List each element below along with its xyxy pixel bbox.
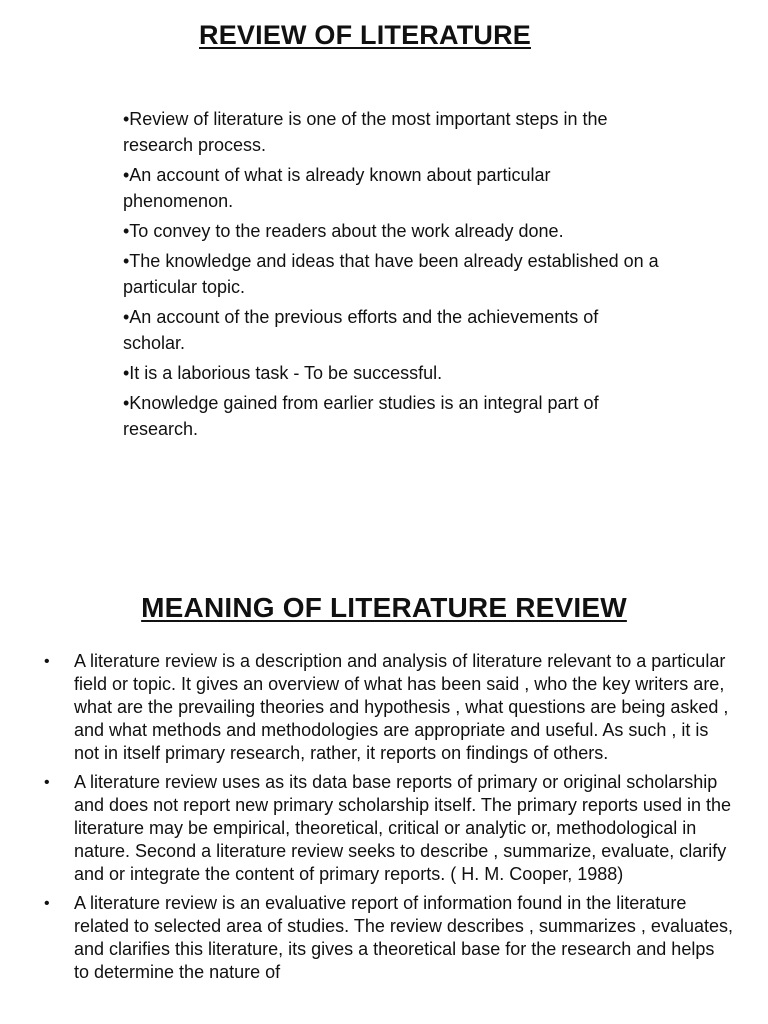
bullet-icon: • — [44, 653, 50, 670]
bullet-text: A literature review uses as its data base reports of primary or original scholarship and does not report new primary scholarship itself. The primary reports used in the literature may be empirical, theoretical, critical or analytic or, methodological in nature. Second a literature review seeks to describe , summarize, evaluate, clarify and or integrate the content of primary reports. ( H. M. Cooper, 1988) — [74, 772, 731, 884]
list-item: •An account of what is already known about particular phenomenon. — [123, 165, 551, 211]
bullet-icon: • — [44, 895, 50, 912]
point-list — [123, 106, 663, 446]
list-item: •Knowledge gained from earlier studies is an integral part of research. — [123, 393, 599, 439]
bullet-text: A literature review is a description and analysis of literature relevant to a particular field or topic. It gives an overview of what has been said , who the key writers are, what are the prevailing theories and hypothesis , what questions are being asked , and what methods and methodologies are appropriate and useful. As such , it is not in itself primary research, rather, it reports on findings of others. — [74, 651, 729, 763]
list-item: •To convey to the readers about the work already done. — [123, 221, 564, 241]
bullet-text: A literature review is an evaluative report of information found in the literature related to selected area of studies. The review describes , summarizes , evaluates, and clarifies this literature, its gives a theoretical base for the research and helps to determine the nature of — [74, 893, 733, 982]
list-item — [44, 771, 734, 886]
slide-title: MEANING OF LITERATURE REVIEW — [141, 592, 627, 623]
list-item: •The knowledge and ideas that have been already established on a particular topic. — [123, 251, 659, 297]
slide-meaning-of-literature-review — [0, 576, 768, 1024]
bullet-icon: • — [44, 774, 50, 791]
list-item: •An account of the previous efforts and the achievements of scholar. — [123, 307, 599, 353]
list-item — [44, 892, 734, 984]
list-item — [44, 650, 734, 765]
slide-title: REVIEW OF LITERATURE — [199, 20, 531, 50]
bullet-list — [44, 650, 734, 990]
list-item: •Review of literature is one of the most important steps in the research process. — [123, 109, 608, 155]
list-item: •It is a laborious task - To be successful. — [123, 363, 443, 383]
